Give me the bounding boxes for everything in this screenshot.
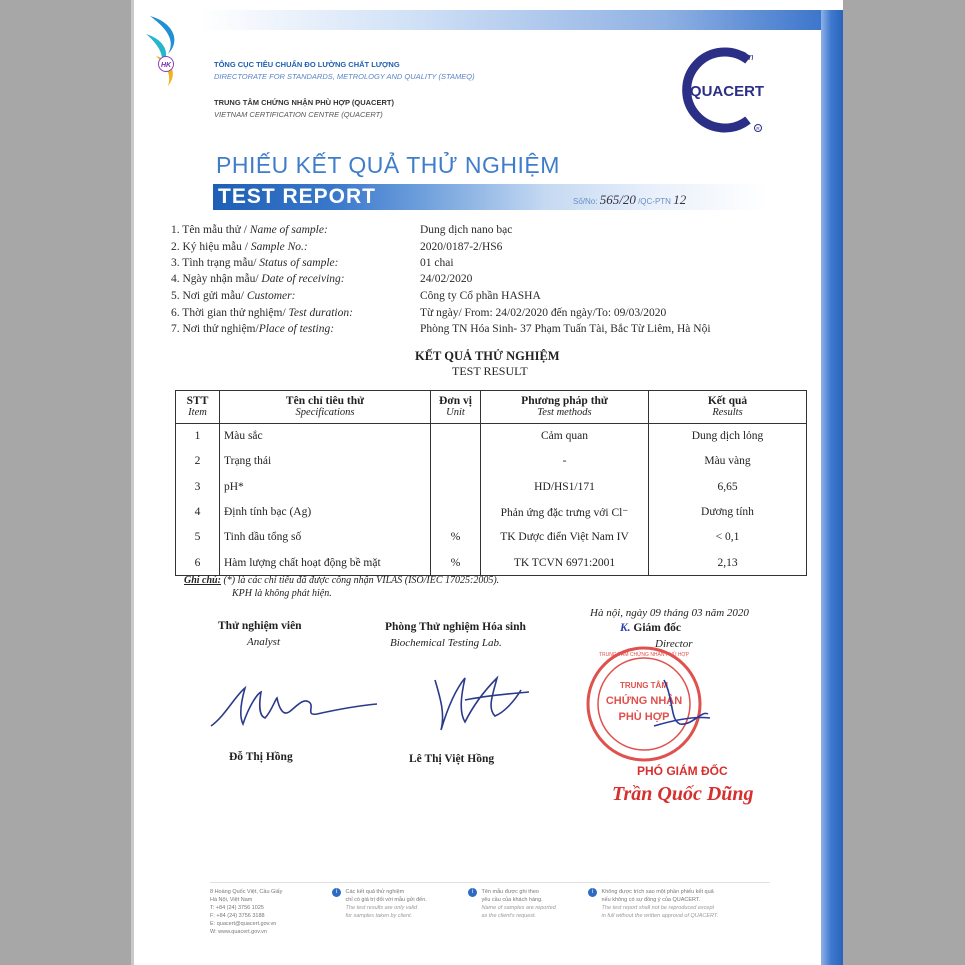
analyst-signature <box>205 676 385 736</box>
report-number <box>573 192 686 208</box>
cell-unit: % <box>431 525 481 550</box>
agency-name-vi: TỔNG CỤC TIÊU CHUẨN ĐO LƯỜNG CHẤT LƯỢNG <box>214 60 400 69</box>
deputy-director-title: PHÓ GIÁM ĐỐC <box>637 764 728 778</box>
cell-method: TK TCVN 6971:2001 <box>481 550 649 575</box>
info-icon: i <box>332 888 341 897</box>
footer-note-2: i Tên mẫu được ghi theo yêu cầu của khách hàng. Name of samples are reported as the client's request. <box>468 888 556 920</box>
result-title-vi: KẾT QUẢ THỬ NGHIỆM <box>415 349 560 363</box>
analyst-title: Thử nghiệm viên <box>218 620 302 632</box>
cell-stt: 4 <box>176 499 220 524</box>
report-number-value: 565/20 <box>599 192 636 207</box>
note <box>184 574 499 587</box>
deputy-director-name: Trần Quốc Dũng <box>612 783 754 805</box>
sign-date: Hà nội, ngày 09 tháng 03 năm 2020 <box>590 607 749 619</box>
agency-name-en: DIRECTORATE FOR STANDARDS, METROLOGY AND QUALITY (STAMEQ) <box>214 72 475 81</box>
cell-unit <box>431 424 481 449</box>
result-table <box>175 390 807 576</box>
footer-note-3: i Không được trích sao một phần phiếu kết quả nếu không có sự đồng ý của QUACERT. The test report shall not be reproduced except in full without the written approval of QUACERT. <box>588 888 718 920</box>
table-row <box>176 525 807 550</box>
cell-spec: Tinh dầu tổng số <box>220 525 431 550</box>
info-label: 2. Ký hiệu mẫu / Sample No.: <box>171 241 308 253</box>
info-label: 5. Nơi gửi mẫu/ Customer: <box>171 290 296 302</box>
lab-head-name: Lê Thị Việt Hồng <box>409 753 495 765</box>
cell-unit <box>431 449 481 474</box>
cell-method: Phản ứng đặc trưng với Cl⁻ <box>481 499 649 524</box>
cell-stt: 2 <box>176 449 220 474</box>
lab-title: Phòng Thử nghiệm Hóa sinh <box>385 621 526 633</box>
hk-logo-text: HK <box>160 62 172 69</box>
report-title-en: TEST REPORT <box>218 185 377 208</box>
report-number-label: Số/No: <box>573 197 598 206</box>
result-title-en: TEST RESULT <box>452 364 528 378</box>
lab-signature <box>425 660 535 740</box>
cell-stt: 5 <box>176 525 220 550</box>
cell-stt: 1 <box>176 424 220 449</box>
info-icon: i <box>588 888 597 897</box>
cell-result: 6,65 <box>649 474 807 499</box>
footer <box>210 888 770 958</box>
table-row <box>176 499 807 524</box>
centre-name-vi: TRUNG TÂM CHỨNG NHẬN PHÙ HỢP (QUACERT) <box>214 98 394 107</box>
header-method: Phương pháp thử Test methods <box>481 391 649 424</box>
director-prefix: K. <box>620 622 631 634</box>
info-value: 24/02/2020 <box>420 273 473 285</box>
table-row <box>176 424 807 449</box>
report-number-code: 12 <box>673 192 687 207</box>
info-label: 6. Thời gian thử nghiệm/ Test duration: <box>171 307 353 319</box>
info-label: 1. Tên mẫu thử / Name of sample: <box>171 224 328 236</box>
table-header-row <box>176 391 807 424</box>
footer-note-1: i Các kết quả thử nghiệm chỉ có giá trị đối với mẫu gửi đến. The test results are only valid for samples taken by client. <box>332 888 427 920</box>
quacert-logo <box>678 44 770 136</box>
info-value: Từ ngày/ From: 24/02/2020 đến ngày/To: 09/03/2020 <box>420 307 667 319</box>
header-gradient-band <box>201 10 821 30</box>
director-subtitle: Director <box>655 638 693 650</box>
centre-name-en: VIETNAM CERTIFICATION CENTRE (QUACERT) <box>214 110 383 119</box>
header-spec: Tên chỉ tiêu thử Specifications <box>220 391 431 424</box>
info-label: 3. Tình trạng mẫu/ Status of sample: <box>171 257 339 269</box>
cell-result: 2,13 <box>649 550 807 575</box>
lab-subtitle: Biochemical Testing Lab. <box>390 637 502 649</box>
report-number-suffix: /QC-PTN <box>638 197 671 206</box>
stamp-line-3: PHÙ HỢP <box>618 711 670 723</box>
analyst-name: Đỗ Thị Hồng <box>229 751 293 763</box>
official-stamp <box>584 640 712 768</box>
cell-method: - <box>481 449 649 474</box>
svg-text:R: R <box>756 126 760 131</box>
info-value: 01 chai <box>420 257 454 269</box>
table-row <box>176 449 807 474</box>
cell-spec: Hàm lượng chất hoạt động bề mặt <box>220 550 431 575</box>
cell-stt: 3 <box>176 474 220 499</box>
cell-spec: Định tính bạc (Ag) <box>220 499 431 524</box>
header-unit: Đơn vị Unit <box>431 391 481 424</box>
info-value: Phòng TN Hóa Sinh- 37 Phạm Tuấn Tài, Bắc Từ Liêm, Hà Nội <box>420 323 711 335</box>
stamp-line-2: CHỨNG NHẬN <box>605 695 683 707</box>
cell-method: HD/HS1/171 <box>481 474 649 499</box>
note-line-2: KPH là không phát hiện. <box>232 588 332 599</box>
stamp-line-1: TRUNG TÂM <box>620 681 668 690</box>
info-label: 7. Nơi thử nghiệm/Place of testing: <box>171 323 335 335</box>
paper-right-border <box>821 10 843 965</box>
hk-brand-logo <box>142 10 190 90</box>
note-label: Ghi chú: <box>184 575 221 586</box>
cell-unit: % <box>431 550 481 575</box>
cell-spec: Màu sắc <box>220 424 431 449</box>
info-value: Dung dịch nano bạc <box>420 224 513 236</box>
cell-result: < 0,1 <box>649 525 807 550</box>
quacert-logo-vn: vn <box>744 52 754 62</box>
info-value: Công ty Cổ phần HASHA <box>420 290 541 302</box>
info-label: 4. Ngày nhận mẫu/ Date of receiving: <box>171 273 345 285</box>
director-title: K. Giám đốc <box>620 622 682 634</box>
paper-left-edge <box>131 0 134 965</box>
analyst-subtitle: Analyst <box>247 636 280 648</box>
info-value: 2020/0187-2/HS6 <box>420 241 503 253</box>
footer-divider <box>210 882 770 883</box>
header-stt: STT Item <box>176 391 220 424</box>
cell-spec: Trạng thái <box>220 449 431 474</box>
stamp-ring-text: TRUNG TÂM CHỨNG NHẬN PHÙ HỢP <box>598 652 690 658</box>
cell-method: TK Dược điển Việt Nam IV <box>481 525 649 550</box>
cell-result: Dương tính <box>649 499 807 524</box>
cell-result: Dung dịch lỏng <box>649 424 807 449</box>
cell-result: Màu vàng <box>649 449 807 474</box>
cell-method: Cảm quan <box>481 424 649 449</box>
info-icon: i <box>468 888 477 897</box>
cell-stt: 6 <box>176 550 220 575</box>
cell-unit <box>431 474 481 499</box>
note-line-1: (*) là các chỉ tiêu đã được công nhận VILAS (ISO/IEC 17025:2005). <box>220 575 500 586</box>
table-row <box>176 550 807 575</box>
footer-address: 8 Hoàng Quốc Việt, Cầu Giấy Hà Nội, Việt Nam T: +84 (24) 3756 1025 F: +84 (24) 3756 3188 E: quacert@quacert.gov.vn W: www.quacert.gov.vn <box>210 889 283 935</box>
header-result: Kết quả Results <box>649 391 807 424</box>
report-title-vi: PHIẾU KẾT QUẢ THỬ NGHIỆM <box>216 152 560 178</box>
quacert-logo-text: QUACERT <box>689 83 765 100</box>
table-row <box>176 474 807 499</box>
cell-spec: pH* <box>220 474 431 499</box>
cell-unit <box>431 499 481 524</box>
